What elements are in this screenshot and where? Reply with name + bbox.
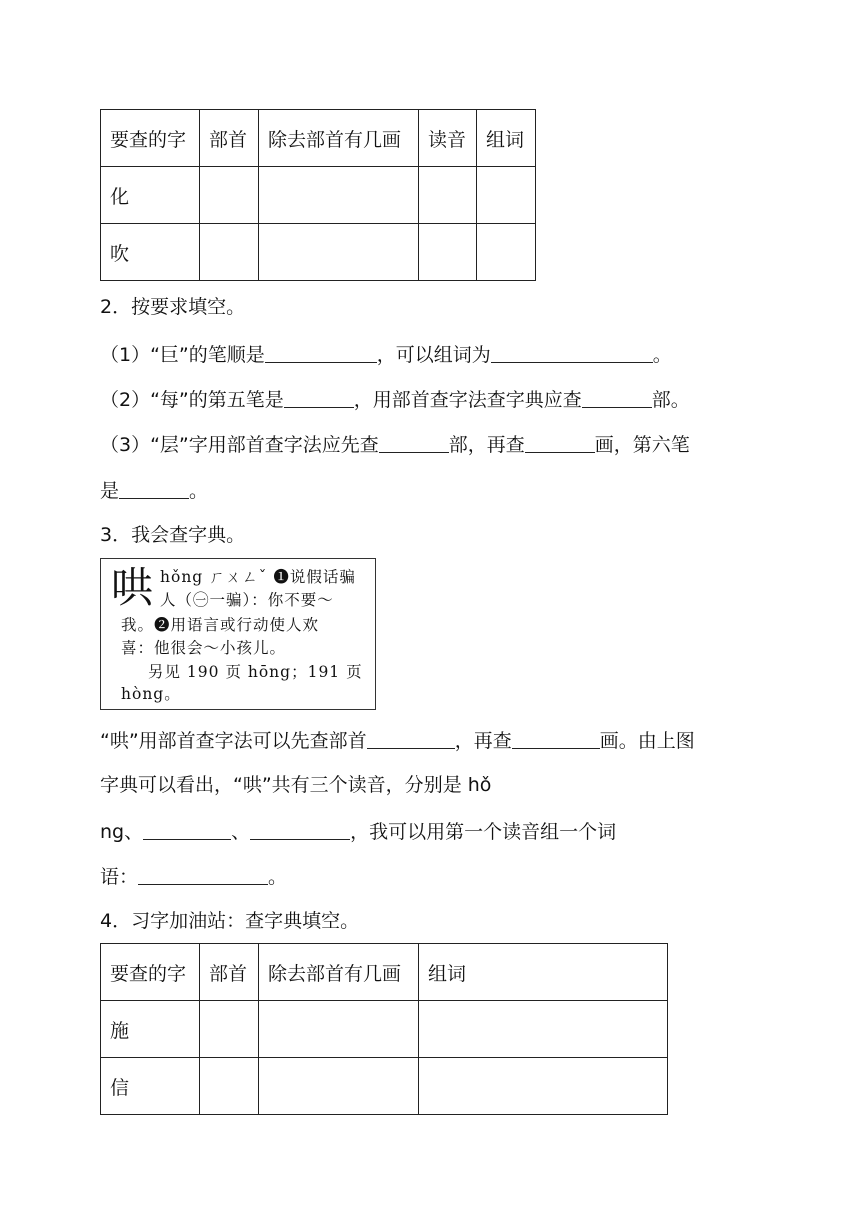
table-header-cell: 读音 — [419, 110, 477, 167]
question-3-title: 3．我会查字典。 — [100, 524, 246, 546]
question-2-title: 2．按要求填空。 — [100, 296, 246, 318]
dictionary-line: 人（㊀一骗）：你不要～ — [160, 591, 334, 609]
answer-cell[interactable] — [259, 224, 419, 281]
table-header-cell: 要查的字 — [101, 944, 200, 1001]
answer-cell[interactable] — [419, 1058, 668, 1115]
question-3-text-4: 语： 。 — [100, 866, 288, 888]
answer-blank[interactable] — [250, 819, 350, 840]
table-header-cell: 部首 — [200, 944, 259, 1001]
answer-cell[interactable] — [200, 1001, 259, 1058]
table-row — [101, 167, 536, 224]
table-header-cell: 除去部首有几画 — [259, 110, 419, 167]
table-header-cell: 部首 — [200, 110, 259, 167]
table-header-cell: 要查的字 — [101, 110, 200, 167]
answer-cell[interactable] — [200, 224, 259, 281]
answer-cell[interactable] — [419, 1001, 668, 1058]
question-2-part-1: （1）“巨”的笔顺是 ，可以组词为 。 — [100, 344, 672, 366]
answer-cell[interactable] — [477, 224, 536, 281]
dictionary-line: 另见 190 页 hōng；191 页 — [148, 663, 363, 681]
char-lookup-table-2 — [100, 943, 668, 1115]
table-cell-char: 吹 — [101, 224, 200, 281]
table-cell-char: 信 — [101, 1058, 200, 1115]
answer-cell[interactable] — [259, 167, 419, 224]
answer-cell[interactable] — [200, 167, 259, 224]
table-header-cell: 除去部首有几画 — [259, 944, 419, 1001]
question-2-part-2: （2）“每”的第五笔是 ，用部首查字法查字典应查 部。 — [100, 389, 690, 411]
table-cell-char: 化 — [101, 167, 200, 224]
dictionary-headword: 哄 — [111, 563, 154, 612]
answer-blank[interactable] — [379, 432, 449, 453]
answer-blank[interactable] — [491, 342, 653, 363]
question-4-title: 4．习字加油站：查字典填空。 — [100, 910, 360, 932]
table-row — [101, 224, 536, 281]
answer-blank[interactable] — [512, 728, 600, 749]
table-header-row — [101, 944, 668, 1001]
answer-blank[interactable] — [284, 387, 354, 408]
table-header-cell: 组词 — [419, 944, 668, 1001]
dictionary-line: 我。❷用语言或行动使人欢 — [121, 616, 320, 634]
table-row — [101, 1058, 668, 1115]
question-3-text-1: “哄”用部首查字法可以先查部首 ，再查 画。由上图 — [100, 730, 695, 752]
question-2-part-3: （3）“层”字用部首查字法应先查 部，再查 画，第六笔 — [100, 434, 690, 456]
dictionary-entry-image — [100, 558, 376, 710]
dictionary-line: hòng。 — [121, 685, 181, 703]
answer-blank[interactable] — [582, 387, 652, 408]
answer-cell[interactable] — [259, 1001, 419, 1058]
answer-cell[interactable] — [419, 224, 477, 281]
answer-cell[interactable] — [200, 1058, 259, 1115]
dictionary-line: hǒng ㄏㄨㄥˇ ❶说假话骗 — [160, 568, 356, 586]
answer-blank[interactable] — [265, 342, 377, 363]
answer-cell[interactable] — [419, 167, 477, 224]
answer-blank[interactable] — [138, 864, 268, 885]
answer-cell[interactable] — [477, 167, 536, 224]
table-row — [101, 1001, 668, 1058]
answer-blank[interactable] — [143, 819, 231, 840]
answer-blank[interactable] — [525, 432, 595, 453]
dictionary-line: 喜：他很会～小孩儿。 — [121, 639, 287, 657]
question-3-text-3: ng、 、 ，我可以用第一个读音组一个词 — [100, 821, 617, 843]
question-2-part-3-cont: 是 。 — [100, 480, 209, 502]
table-header-row — [101, 110, 536, 167]
table-cell-char: 施 — [101, 1001, 200, 1058]
answer-blank[interactable] — [119, 478, 189, 499]
question-3-text-2: 字典可以看出，“哄”共有三个读音，分别是 hǒ — [100, 774, 492, 796]
answer-blank[interactable] — [367, 728, 455, 749]
answer-cell[interactable] — [259, 1058, 419, 1115]
char-lookup-table-1 — [100, 109, 536, 281]
table-header-cell: 组词 — [477, 110, 536, 167]
